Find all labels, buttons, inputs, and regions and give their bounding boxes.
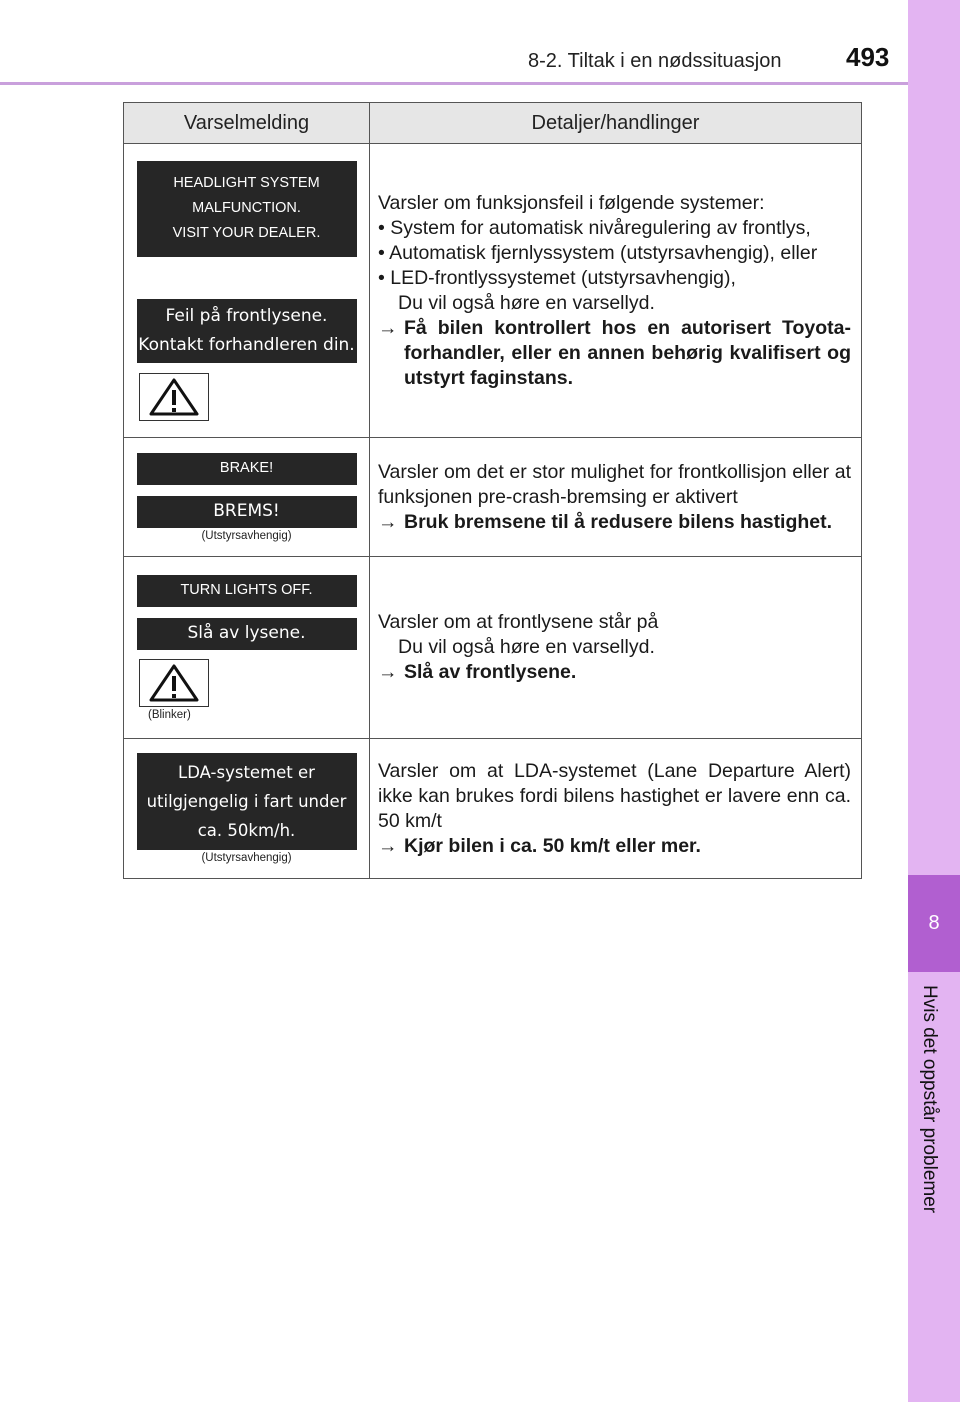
equipment-caption: (Utstyrsavhengig) <box>201 529 292 542</box>
message-cell <box>124 739 370 879</box>
arrow-icon: → <box>378 316 398 339</box>
message-line: Feil på frontlysene. <box>165 305 328 326</box>
action-instruction <box>378 660 851 685</box>
detail-note: Du vil også høre en varsellyd. <box>398 636 655 658</box>
page-number: 493 <box>846 42 890 72</box>
message-display-norwegian <box>137 618 357 650</box>
detail-text: Varsler om at LDA-systemet (Lane Departure Alert) ikke kan brukes fordi bilens hastighet er lavere enn ca. 50 km/t <box>378 759 851 832</box>
blink-caption: (Blinker) <box>148 708 191 721</box>
column-header-details: Detaljer/handlinger <box>370 103 862 144</box>
chapter-number: 8 <box>928 912 940 934</box>
message-line: BREMS! <box>213 501 280 521</box>
detail-bullet: • System for automatisk nivåregulering av frontlys, <box>378 216 811 239</box>
table-row <box>124 144 862 438</box>
action-text: Bruk bremsene til å redusere bilens hastighet. <box>404 510 833 533</box>
table-header-row <box>124 103 862 144</box>
message-line: ca. 50km/h. <box>197 821 296 840</box>
detail-bullet: • LED-frontlyssystemet (utstyrsavhengig), <box>378 266 736 289</box>
arrow-icon: → <box>378 834 398 857</box>
details-cell <box>370 557 862 739</box>
message-display-english <box>137 453 357 485</box>
message-display-norwegian <box>137 496 357 528</box>
warning-triangle-icon <box>139 373 209 421</box>
detail-bullet: • Automatisk fjernlyssystem (utstyrsavhengig), eller <box>378 241 818 264</box>
action-instruction <box>378 316 851 391</box>
warning-message-table <box>123 102 862 879</box>
action-text: Få bilen kontrollert hos en autorisert Toyota-forhandler, eller en annen behørig kvalifisert og utstyrt faginstans. <box>404 316 851 389</box>
action-text: Slå av frontlysene. <box>404 661 577 683</box>
chapter-title: Hvis det oppstår problemer <box>919 985 940 1214</box>
action-instruction <box>378 834 851 859</box>
column-header-message: Varselmelding <box>124 103 370 144</box>
detail-text: Varsler om det er stor mulighet for frontkollisjon eller at funksjonen pre-crash-bremsing er aktivert <box>378 460 851 508</box>
arrow-icon: → <box>378 510 398 533</box>
message-display-norwegian <box>137 299 357 363</box>
detail-text: Varsler om funksjonsfeil i følgende systemer: <box>378 191 765 214</box>
message-display-english <box>137 575 357 607</box>
message-line: TURN LIGHTS OFF. <box>180 582 313 598</box>
message-line: Kontakt forhandleren din. <box>138 334 355 355</box>
message-line: MALFUNCTION. <box>192 200 301 216</box>
details-cell <box>370 438 862 557</box>
detail-text: Varsler om at frontlysene står på <box>378 611 659 633</box>
warning-triangle-icon <box>139 659 209 707</box>
table-row <box>124 557 862 739</box>
section-title: 8-2. Tiltak i en nødssituasjon <box>528 50 782 72</box>
action-text: Kjør bilen i ca. 50 km/t eller mer. <box>404 834 701 857</box>
message-line: utilgjengelig i fart under <box>146 792 347 811</box>
action-instruction <box>378 510 851 535</box>
detail-note: Du vil også høre en varsellyd. <box>398 291 655 314</box>
header-rule <box>0 82 908 85</box>
message-display-english <box>137 161 357 257</box>
table-row <box>124 438 862 557</box>
message-cell <box>124 144 370 438</box>
message-line: BRAKE! <box>219 460 274 476</box>
equipment-caption: (Utstyrsavhengig) <box>201 852 292 864</box>
message-line: HEADLIGHT SYSTEM <box>173 175 320 191</box>
message-display-norwegian <box>137 753 357 850</box>
message-line: LDA-systemet er <box>178 763 315 782</box>
message-cell <box>124 438 370 557</box>
table-row <box>124 739 862 879</box>
details-cell <box>370 144 862 438</box>
message-line: Slå av lysene. <box>187 623 306 643</box>
arrow-icon: → <box>378 661 398 683</box>
message-cell <box>124 557 370 739</box>
details-cell <box>370 739 862 879</box>
message-line: VISIT YOUR DEALER. <box>172 225 321 241</box>
